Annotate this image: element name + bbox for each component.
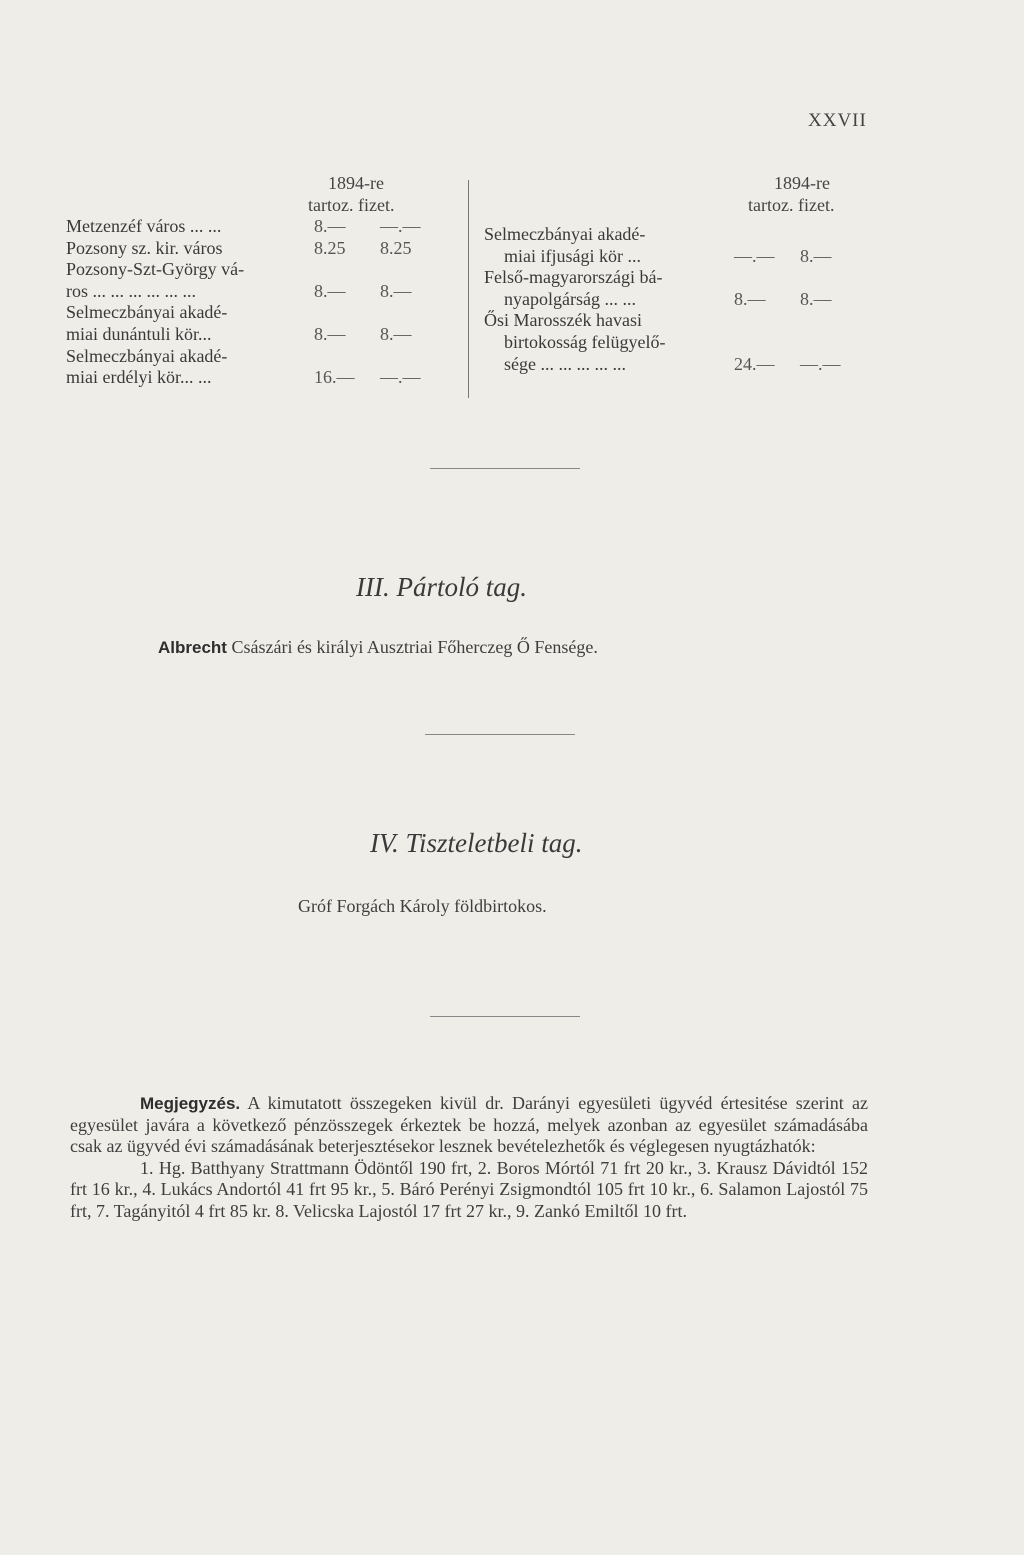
row-name: Felső-magyarországi bá- [484,267,663,288]
row-name: Pozsony sz. kir. város [66,237,223,258]
row-due: 8.— [314,216,346,236]
row-name: miai dunántuli kör... [66,323,212,344]
table-row [478,216,878,224]
row-name: Selmeczbányai akadé- [484,224,646,244]
table-row [66,281,458,303]
table-row [478,332,878,354]
divider [430,468,580,469]
row-name: miai ifjusági kör ... [504,245,641,266]
row-paid: 8.— [380,280,412,301]
row-name: birtokosság felügyelő- [504,331,666,352]
row-paid: —.— [380,367,421,388]
table-row [66,216,458,238]
supporting-member-title: Császári és királyi Ausztriai Főherczeg Ő Fensége. [231,637,598,657]
row-name: Ősi Marosszék havasi [484,310,642,331]
row-due: 8.— [314,323,346,344]
table-left-header [66,173,458,216]
row-paid: 8.— [380,323,412,344]
table-right-header [478,173,878,216]
table-row [66,367,458,389]
table-left [66,173,458,389]
row-paid: 8.25 [380,237,412,258]
section-title-honorary-member: IV. Tiszteletbeli tag. [370,828,583,858]
table-row [478,267,878,289]
table-right [478,173,878,375]
row-name: Metzenzéf város ... ... [66,216,222,236]
row-name: nyapolgárság ... ... [504,288,636,309]
row-due: 16.— [314,367,355,388]
row-name: Selmeczbányai akadé- [66,302,228,323]
table-left-year: 1894-re [328,173,384,193]
row-paid: —.— [380,216,421,236]
table-row [66,238,458,260]
row-due: —.— [734,245,775,266]
supporting-member-line [158,637,598,658]
row-due: 8.— [314,280,346,301]
row-name: sége ... ... ... ... ... [504,353,626,374]
row-due: 24.— [734,353,775,374]
row-paid: 8.— [800,288,832,309]
table-row [478,310,878,332]
table-row [66,324,458,346]
table-right-subheader: tartoz. fizet. [748,195,835,215]
note-paragraph-1 [70,1093,868,1158]
row-name: Pozsony-Szt-György vá- [66,259,245,280]
table-right-year: 1894-re [774,173,830,193]
page-number: XXVII [808,110,867,131]
divider [425,734,575,735]
row-name: Selmeczbányai akadé- [66,345,228,366]
table-left-subheader: tartoz. fizet. [308,195,395,215]
table-row [66,346,458,368]
column-divider [468,180,469,398]
section-title-supporting-member: III. Pártoló tag. [356,572,527,602]
row-name: ros ... ... ... ... ... ... [66,280,196,301]
note-text-1: A kimutatott összegeken kivül dr. Darányi egyesületi ügyvéd értesitése szerint az egyesület javára a következő pénzösszegek érkeztek be hozzá, melyek azonban az egyesület számadásába csak az ügyvéd évi számadásának beterjesztésekor lesznek bevételezhetők és véglegesen nyugtázhatók: [70,1093,868,1157]
honorary-member-line: Gróf Forgách Károly földbirtokos. [298,896,547,916]
supporting-member-name: Albrecht [158,638,227,657]
row-paid: 8.— [800,245,832,266]
row-paid: —.— [800,353,841,374]
note-block [70,1093,868,1223]
row-due: 8.25 [314,237,346,258]
note-label: Megjegyzés. [140,1094,241,1113]
table-row [66,259,458,281]
row-due: 8.— [734,288,766,309]
table-row [66,302,458,324]
table-row [478,224,878,246]
table-row [478,289,878,311]
table-row [478,354,878,376]
row-name: miai erdélyi kör... ... [66,367,212,388]
divider [430,1016,580,1017]
table-row [478,246,878,268]
note-paragraph-2: 1. Hg. Batthyany Strattmann Ödöntől 190 frt, 2. Boros Mórtól 71 frt 20 kr., 3. Krausz Dávidtól 152 frt 16 kr., 4. Lukács Andortól 41 frt 95 kr., 5. Báró Perényi Zsigmondtól 105 frt 10 kr., 6. Salamon Lajostól 75 frt, 7. Tagányitól 4 frt 85 kr. 8. Velicska Lajostól 17 frt 27 kr., 9. Zankó Emiltől 10 frt. [70,1157,868,1221]
